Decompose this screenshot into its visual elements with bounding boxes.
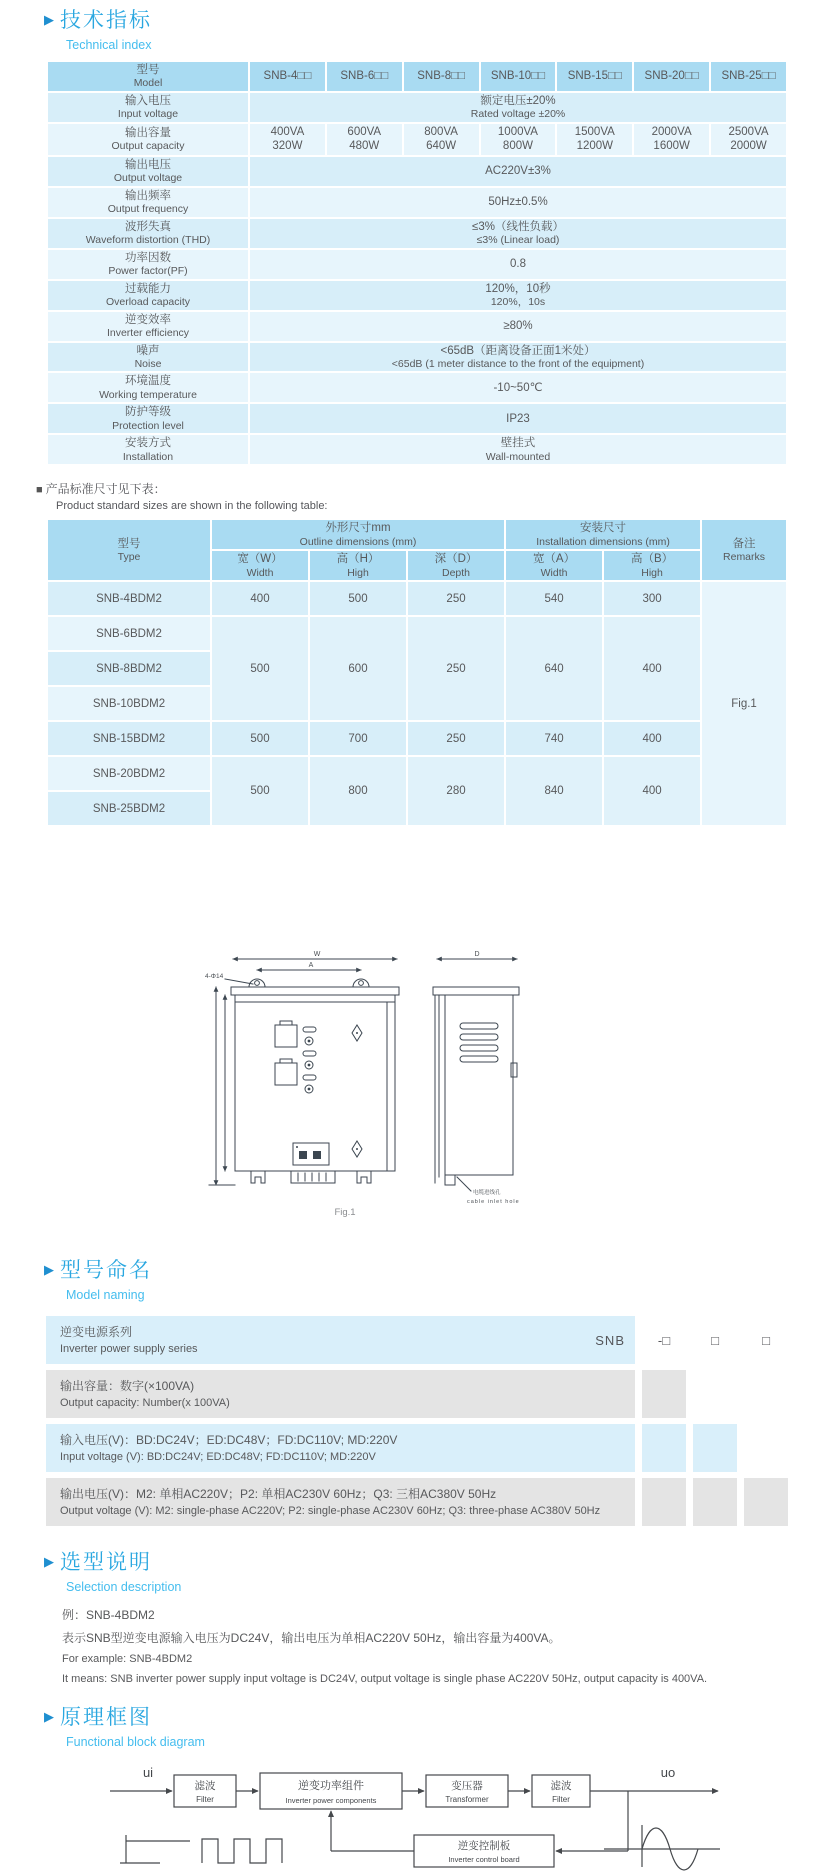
naming-code-box: □	[711, 1332, 719, 1348]
table-row	[48, 281, 786, 310]
selection-example-zh: 例：SNB-4BDM2	[62, 1608, 155, 1623]
dims-subheader: 宽（A） Width	[506, 551, 602, 580]
section-title-technical-en: Technical index	[66, 38, 152, 52]
dims-value: 640	[506, 617, 602, 720]
naming-row: 输出电压(V)：M2: 单相AC220V；P2: 单相AC230V 60Hz；Q3: 三相AC380V 50Hz Output voltage (V): M2: single-phase AC220V; P2: single-phase AC230V 60Hz; Q3: three-phase AC380V 50Hz	[46, 1478, 635, 1526]
table-row	[48, 343, 786, 372]
naming-band	[693, 1424, 737, 1472]
table-row	[48, 617, 786, 650]
section-title-block-zh: 原理框图	[60, 1706, 152, 1730]
filter1-en: Filter	[196, 1795, 214, 1805]
section-heading-technical	[44, 10, 830, 31]
table-row	[48, 373, 786, 402]
output-label: uo	[660, 1765, 676, 1781]
naming-code-box: -□	[657, 1332, 671, 1348]
dims-value: 500	[310, 582, 406, 615]
section-title-selection-zh: 选型说明	[60, 1551, 152, 1575]
spec-row-label: 输出频率 Output frequency	[48, 188, 248, 217]
spec-row-value: <65dB（距离设备正面1米处） <65dB (1 meter distance to the front of the equipment)	[250, 343, 786, 372]
naming-band	[744, 1478, 788, 1526]
dims-value: 250	[408, 617, 504, 720]
section-arrow-icon: ▶	[44, 1709, 54, 1725]
transformer-zh: 变压器	[451, 1780, 483, 1793]
dims-subheader: 高（H） High	[310, 551, 406, 580]
spec-row-value: 0.8	[250, 250, 786, 279]
spec-row-label: 防护等级 Protection level	[48, 404, 248, 433]
dims-value: 500	[212, 757, 308, 825]
filter2-zh: 滤波	[550, 1780, 572, 1793]
square-bullet-icon: ■	[36, 484, 43, 497]
dims-model: SNB-6BDM2	[48, 617, 210, 650]
table-row	[48, 435, 786, 464]
table-row	[48, 250, 786, 279]
naming-row	[46, 1316, 635, 1364]
table-row	[48, 757, 786, 790]
table-row	[48, 312, 786, 341]
naming-prefix: SNB	[595, 1332, 625, 1348]
naming-band	[642, 1370, 686, 1418]
spec-row-value: 壁挂式 Wall-mounted	[250, 435, 786, 464]
section-title-block-en: Functional block diagram	[66, 1735, 205, 1750]
capacity-cell: 800VA 640W	[404, 124, 479, 155]
capacity-cell: 600VA 480W	[327, 124, 402, 155]
dims-model: SNB-8BDM2	[48, 652, 210, 685]
spec-row-value: ≤3%（线性负载） ≤3% (Linear load)	[250, 219, 786, 248]
dims-value: 500	[212, 617, 308, 720]
spec-row-value: 50Hz±0.5%	[250, 188, 786, 217]
dim-a-label: A	[308, 962, 314, 970]
spec-row-value: IP23	[250, 404, 786, 433]
size-note-zh: 产品标准尺寸见下表：	[45, 482, 166, 497]
naming-band	[642, 1424, 686, 1472]
spec-row-label: 输出容量 Output capacity	[48, 124, 248, 155]
spec-row-value: -10~50℃	[250, 373, 786, 402]
capacity-cell: 2000VA 1600W	[634, 124, 709, 155]
selection-desc-en: It means: SNB inverter power supply input voltage is DC24V, output voltage is single phase AC220V 50Hz, output capacity is 400VA.	[62, 1673, 708, 1686]
dims-subheader: 深（D） Depth	[408, 551, 504, 580]
dims-value: 540	[506, 582, 602, 615]
dims-value: 250	[408, 582, 504, 615]
spec-row-value: AC220V±3%	[250, 157, 786, 186]
naming-row: 输出容量：数字(×100VA) Output capacity: Number(x 100VA)	[46, 1370, 635, 1418]
dimension-table	[46, 518, 788, 827]
spec-row-label: 输出电压 Output voltage	[48, 157, 248, 186]
model-naming-diagram	[46, 1316, 788, 1526]
spec-row-label: 功率因数 Power factor(PF)	[48, 250, 248, 279]
dims-value: 400	[604, 617, 700, 720]
size-note	[36, 480, 830, 497]
selection-text	[62, 1604, 830, 1689]
filter1-zh: 滤波	[194, 1780, 216, 1793]
section-title-naming-en: Model naming	[66, 1288, 145, 1303]
table-row	[48, 157, 786, 186]
spec-header-model-col: SNB-8□□	[404, 62, 479, 91]
dims-value: 400	[604, 757, 700, 825]
dims-remark: Fig.1	[702, 582, 786, 825]
dims-value: 800	[310, 757, 406, 825]
filter2-en: Filter	[552, 1795, 570, 1805]
figure-1	[205, 945, 830, 1222]
section-arrow-icon: ▶	[44, 1262, 54, 1278]
spec-row-label: 输入电压 Input voltage	[48, 93, 248, 122]
naming-row-label: 逆变电源系列 Inverter power supply series	[60, 1325, 198, 1356]
spec-header-model-col: SNB-6□□	[327, 62, 402, 91]
dims-value: 250	[408, 722, 504, 755]
dims-value: 700	[310, 722, 406, 755]
dims-model: SNB-20BDM2	[48, 757, 210, 790]
dims-header-remarks: 备注 Remarks	[702, 520, 786, 580]
selection-example-en: For example: SNB-4BDM2	[62, 1652, 193, 1665]
block-diagram	[104, 1761, 830, 1876]
size-note-en: Product standard sizes are shown in the following table:	[56, 500, 328, 513]
spec-header-model-col: SNB-4□□	[250, 62, 325, 91]
capacity-cell: 400VA 320W	[250, 124, 325, 155]
control-en: Inverter control board	[448, 1855, 520, 1865]
transformer-en: Transformer	[445, 1795, 489, 1805]
table-row	[48, 219, 786, 248]
section-heading-block	[44, 1707, 830, 1728]
dims-model: SNB-15BDM2	[48, 722, 210, 755]
spec-row-label: 噪声 Noise	[48, 343, 248, 372]
spec-header-model: 型号 Model	[48, 62, 248, 91]
dims-value: 400	[604, 722, 700, 755]
capacity-cell: 2500VA 2000W	[711, 124, 786, 155]
input-label: ui	[142, 1765, 154, 1781]
dims-value: 500	[212, 722, 308, 755]
dim-d-label: D	[474, 951, 480, 959]
spec-row-label: 环境温度 Working temperature	[48, 373, 248, 402]
spec-row-value: 120%，10秒 120%，10s	[250, 281, 786, 310]
table-row	[48, 62, 786, 91]
section-title-selection-en: Selection description	[66, 1580, 182, 1595]
table-row	[48, 404, 786, 433]
capacity-cell: 1000VA 800W	[481, 124, 556, 155]
dims-model: SNB-4BDM2	[48, 582, 210, 615]
spec-row-label: 波形失真 Waveform distortion (THD)	[48, 219, 248, 248]
dims-value: 840	[506, 757, 602, 825]
cable-inlet-label-zh: 电缆进线孔	[473, 1190, 501, 1197]
spec-row-value: 额定电压±20% Rated voltage ±20%	[250, 93, 786, 122]
selection-desc-zh: 表示SNB型逆变电源输入电压为DC24V，输出电压为单相AC220V 50Hz，输出容量为400VA。	[62, 1630, 561, 1645]
naming-row: 输入电压(V)：BD:DC24V；ED:DC48V；FD:DC110V; MD:220V Input voltage (V): BD:DC24V; ED:DC48V; FD:DC110V; MD:220V	[46, 1424, 635, 1472]
section-title-technical-zh: 技术指标	[60, 9, 152, 32]
dims-model: SNB-10BDM2	[48, 687, 210, 720]
spec-header-model-col: SNB-20□□	[634, 62, 709, 91]
spec-row-value: ≥80%	[250, 312, 786, 341]
capacity-cell: 1500VA 1200W	[557, 124, 632, 155]
table-row	[48, 93, 786, 122]
dims-value: 600	[310, 617, 406, 720]
control-zh: 逆变控制板	[457, 1840, 511, 1853]
figure-caption: Fig.1	[334, 1207, 356, 1218]
spec-header-model-col: SNB-10□□	[481, 62, 556, 91]
spec-row-label: 安装方式 Installation	[48, 435, 248, 464]
dims-header-install: 安装尺寸 Installation dimensions (mm)	[506, 520, 700, 549]
inverter-zh: 逆变功率组件	[298, 1780, 364, 1793]
spec-row-label: 逆变效率 Inverter efficiency	[48, 312, 248, 341]
inverter-en: Inverter power components	[285, 1796, 377, 1806]
dims-model: SNB-25BDM2	[48, 792, 210, 825]
table-row	[48, 520, 786, 549]
spec-row-label: 过载能力 Overload capacity	[48, 281, 248, 310]
dims-header-outline: 外形尺寸mm Outline dimensions (mm)	[212, 520, 504, 549]
section-heading-naming	[44, 1260, 830, 1281]
dims-value: 740	[506, 722, 602, 755]
holes-label: 4-Φ14	[205, 973, 224, 981]
section-arrow-icon: ▶	[44, 1554, 54, 1570]
block-diagram-svg	[104, 1761, 724, 1871]
section-arrow-icon: ▶	[44, 12, 54, 27]
dims-value: 300	[604, 582, 700, 615]
dims-value: 400	[212, 582, 308, 615]
table-row	[48, 188, 786, 217]
dims-subheader: 高（B） High	[604, 551, 700, 580]
naming-code-box: □	[762, 1332, 770, 1348]
section-heading-selection	[44, 1552, 830, 1573]
spec-header-model-col: SNB-25□□	[711, 62, 786, 91]
table-row	[48, 582, 786, 615]
table-row	[48, 722, 786, 755]
table-row	[48, 124, 786, 155]
naming-band	[693, 1478, 737, 1526]
naming-band	[642, 1478, 686, 1526]
dims-subheader: 宽（W） Width	[212, 551, 308, 580]
technical-drawing	[205, 945, 535, 1217]
spec-table	[46, 60, 788, 466]
dims-value: 280	[408, 757, 504, 825]
spec-header-model-col: SNB-15□□	[557, 62, 632, 91]
dims-header-type: 型号 Type	[48, 520, 210, 580]
dim-w-label: W	[313, 951, 321, 959]
section-title-naming-zh: 型号命名	[60, 1259, 152, 1283]
cable-inlet-label-en: cable inlet hole	[467, 1199, 520, 1206]
